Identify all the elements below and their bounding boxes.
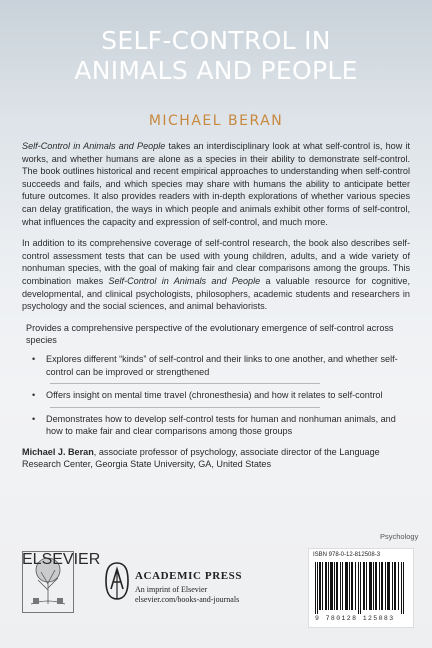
- description: [22, 140, 410, 471]
- publisher-url: elsevier.com/books-and-journals: [135, 595, 240, 604]
- book-title: [0, 26, 432, 86]
- highlight-text: Provides a comprehensive perspective of the evolutionary emergence of self-control across species: [26, 322, 394, 346]
- divider: [50, 407, 320, 408]
- author-bio: [22, 446, 410, 471]
- divider: [50, 383, 320, 384]
- publisher-name: ACADEMIC PRESS: [135, 570, 243, 582]
- description-p1-text: takes an interdisciplinary look at what self-control is, how it works, and whether humans are alone as a species in their ability to demonstrate self-control. The book outlines historical and recent empirical approaches to understanding when self-control succeeds and fails, and which species may share with humans the ability to anticipate better future outcomes. It also provides readers with in-depth explorations of whether various species can delay gratification, the ways in which people and animals exhibit other forms of self-control, what influences the capacity and expression of self-control, and much more.: [22, 141, 410, 227]
- barcode-digits: 9 780128 125083: [315, 615, 395, 622]
- isbn-text: ISBN 978-0-12-812508-3: [313, 552, 381, 558]
- elsevier-wordmark: ELSEVIER: [22, 551, 101, 568]
- barcode-bars: [315, 562, 407, 614]
- feature-item: • Explores different “kinds” of self-control and their links to one another, and whether self-control can be improved or strengthened: [36, 353, 410, 378]
- book-title-italic-2: Self-Control in Animals and People: [108, 275, 261, 286]
- author-bio-text: , associate professor of psychology, associate director of the Language Research Center, Georgia State University, GA, United States: [22, 446, 380, 470]
- academic-press-logo-icon: [104, 559, 130, 603]
- description-p2-end: a valuable resource for cognitive, developmental, and clinical psychologists, philosophers, academic students and researchers in psychology and the social sciences, and animal behaviorists.: [22, 275, 410, 312]
- feature-list: [22, 353, 410, 438]
- author-name: MICHAEL BERAN: [148, 113, 284, 129]
- publisher-block: [135, 570, 242, 604]
- description-paragraph-2: [22, 237, 410, 313]
- subject-category: Psychology: [380, 532, 419, 541]
- feature-item: • Demonstrates how to develop self-control tests for human and nonhuman animals, and how to make fair and clear comparisons among those groups: [36, 413, 410, 438]
- feature-item: • Offers insight on mental time travel (chronesthesia) and how it relates to self-control: [36, 389, 410, 402]
- publisher-imprint: An imprint of Elsevier: [135, 585, 208, 594]
- description-p2-start: In addition to its comprehensive coverage of self-control research, the book also describes self-control assessment tests that can be used with young children, adults, and a wide variety of nonhuman species, with the goal of making fair and clear comparisons among the groups. This combination makes: [22, 238, 410, 286]
- book-title-italic: Self-Control in Animals and People: [22, 141, 166, 151]
- author-bio-name: Michael J. Beran: [22, 446, 94, 457]
- book-title-line-2: ANIMALS AND PEOPLE: [74, 56, 358, 85]
- description-paragraph-1: [22, 140, 410, 228]
- barcode: [308, 548, 414, 628]
- book-title-line-1: SELF-CONTROL IN: [101, 26, 331, 55]
